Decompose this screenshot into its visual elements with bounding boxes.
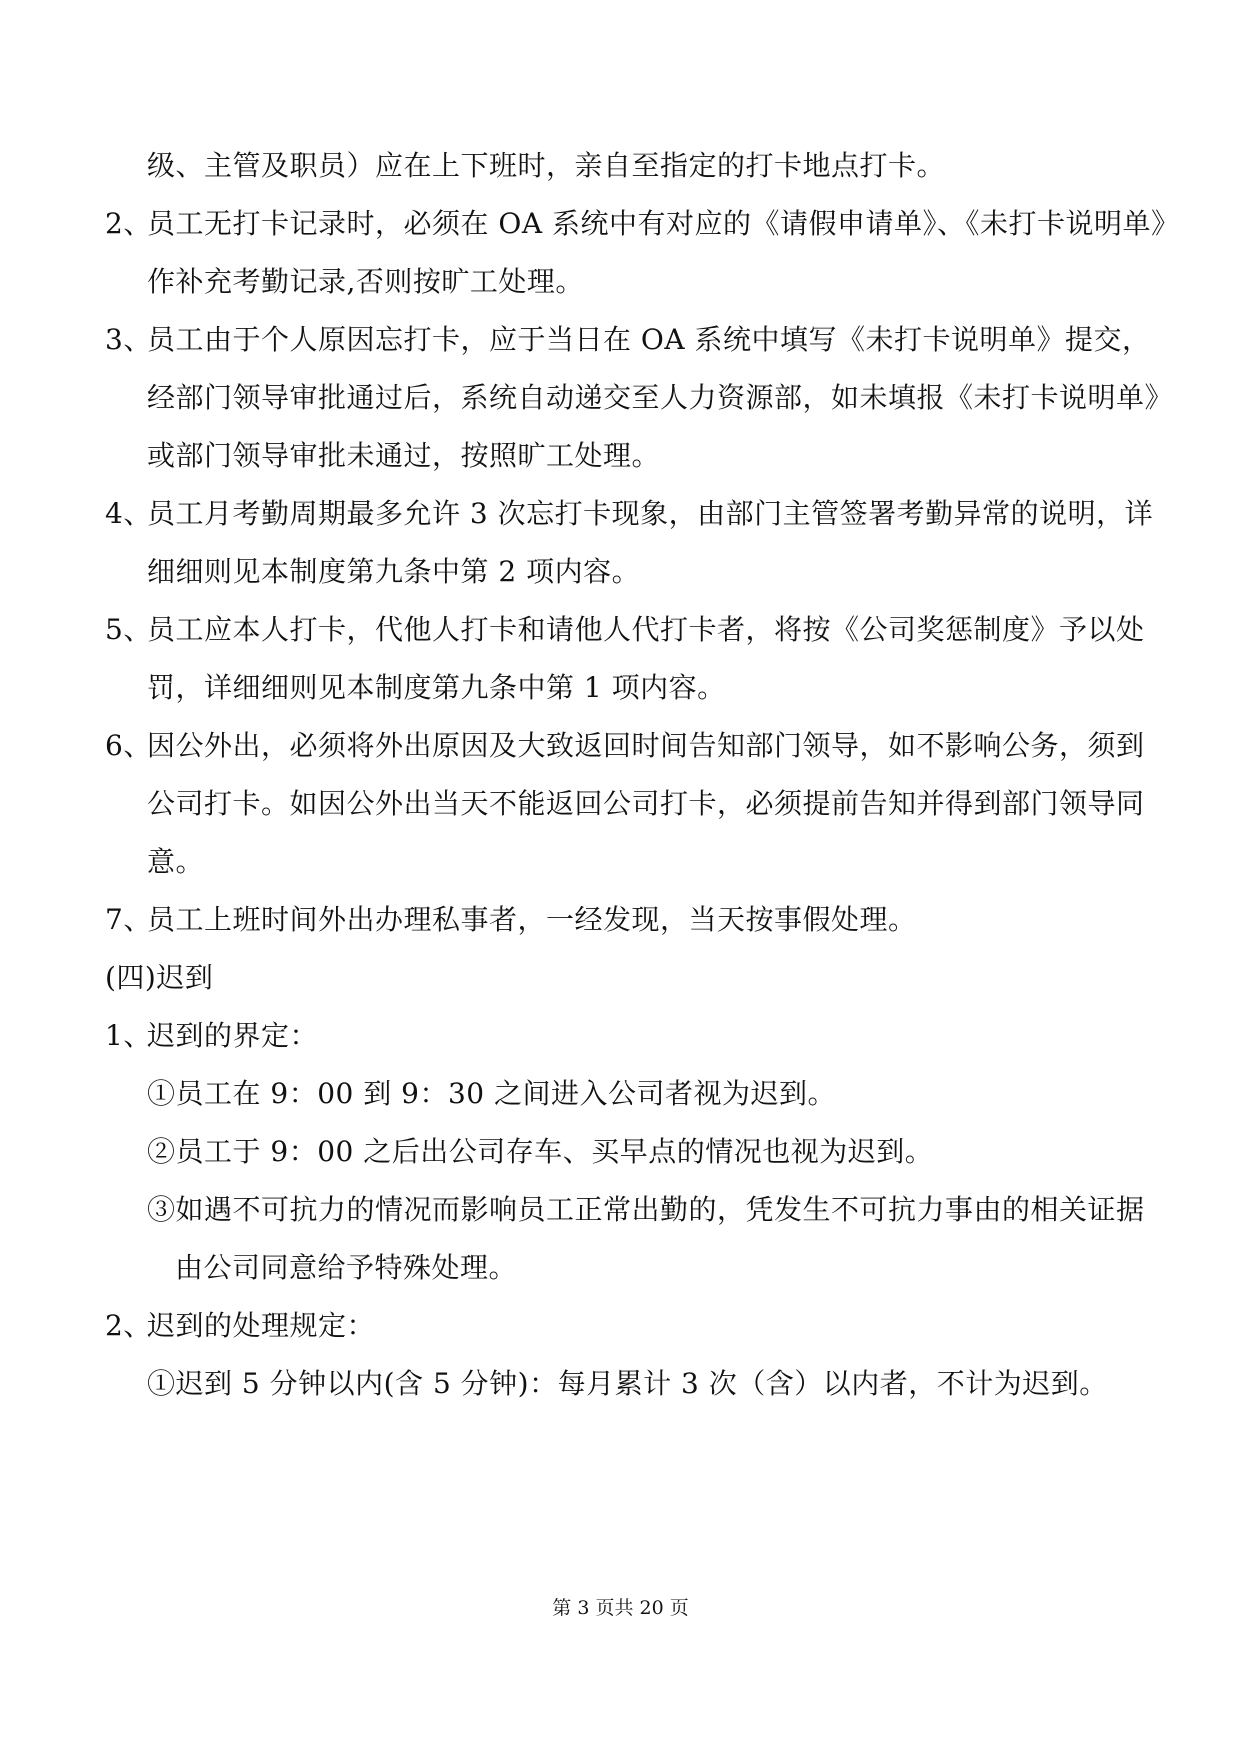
- text-line: 意。: [147, 845, 205, 878]
- list-item: [105, 612, 1145, 648]
- list-item: [105, 728, 1145, 764]
- list-item: [105, 496, 1153, 532]
- list-item: [105, 206, 1179, 242]
- sub-item: ①迟到 5 分钟以内(含 5 分钟)：每月累计 3 次（含）以内者，不计为迟到。: [147, 1367, 1108, 1400]
- text-line: 或部门领导审批未通过，按照旷工处理。: [147, 439, 661, 472]
- text-line: 经部门领导审批通过后，系统自动递交至人力资源部，如未填报《未打卡说明单》: [147, 381, 1174, 414]
- item-text: 因公外出，必须将外出原因及大致返回时间告知部门领导，如不影响公务，须到: [147, 729, 1145, 762]
- item-number: 1、: [105, 1019, 152, 1052]
- list-item: [105, 1308, 375, 1344]
- text-line: 级、主管及职员）应在上下班时，亲自至指定的打卡地点打卡。: [147, 149, 946, 182]
- item-number: 4、: [105, 497, 152, 530]
- item-text: 迟到的处理规定：: [147, 1309, 376, 1342]
- item-number: 5、: [105, 613, 152, 646]
- page-footer: 第 3 页共 20 页: [552, 1597, 689, 1619]
- list-item: [105, 1018, 318, 1054]
- item-text: 员工无打卡记录时，必须在 OA 系统中有对应的《请假申请单》、《未打卡说明单》: [147, 207, 1180, 240]
- item-text: 员工月考勤周期最多允许 3 次忘打卡现象，由部门主管签署考勤异常的说明，详: [147, 497, 1154, 530]
- section-heading: (四)迟到: [105, 961, 214, 994]
- item-number: 7、: [105, 903, 152, 936]
- item-text: 员工由于个人原因忘打卡，应于当日在 OA 系统中填写《未打卡说明单》提交，: [147, 323, 1151, 356]
- text-line: 由公司同意给予特殊处理。: [175, 1251, 518, 1284]
- item-text: 员工应本人打卡，代他人打卡和请他人代打卡者，将按《公司奖惩制度》予以处: [147, 613, 1145, 646]
- item-text: 迟到的界定：: [147, 1019, 319, 1052]
- item-number: 2、: [105, 207, 152, 240]
- item-number: 3、: [105, 323, 152, 356]
- sub-item: ③如遇不可抗力的情况而影响员工正常出勤的，凭发生不可抗力事由的相关证据: [147, 1193, 1145, 1226]
- text-line: 公司打卡。如因公外出当天不能返回公司打卡，必须提前告知并得到部门领导同: [147, 787, 1145, 820]
- text-line: 罚，详细细则见本制度第九条中第 1 项内容。: [147, 671, 726, 704]
- item-text: 员工上班时间外出办理私事者，一经发现，当天按事假处理。: [147, 903, 917, 936]
- sub-item: ②员工于 9：00 之后出公司存车、买早点的情况也视为迟到。: [147, 1135, 934, 1168]
- list-item: [105, 322, 1150, 358]
- sub-item: ①员工在 9：00 到 9：30 之间进入公司者视为迟到。: [147, 1077, 836, 1110]
- text-line: 作补充考勤记录,否则按旷工处理。: [147, 265, 584, 298]
- item-number: 6、: [105, 729, 152, 762]
- text-line: 细细则见本制度第九条中第 2 项内容。: [147, 555, 641, 588]
- list-item: [105, 902, 917, 938]
- item-number: 2、: [105, 1309, 152, 1342]
